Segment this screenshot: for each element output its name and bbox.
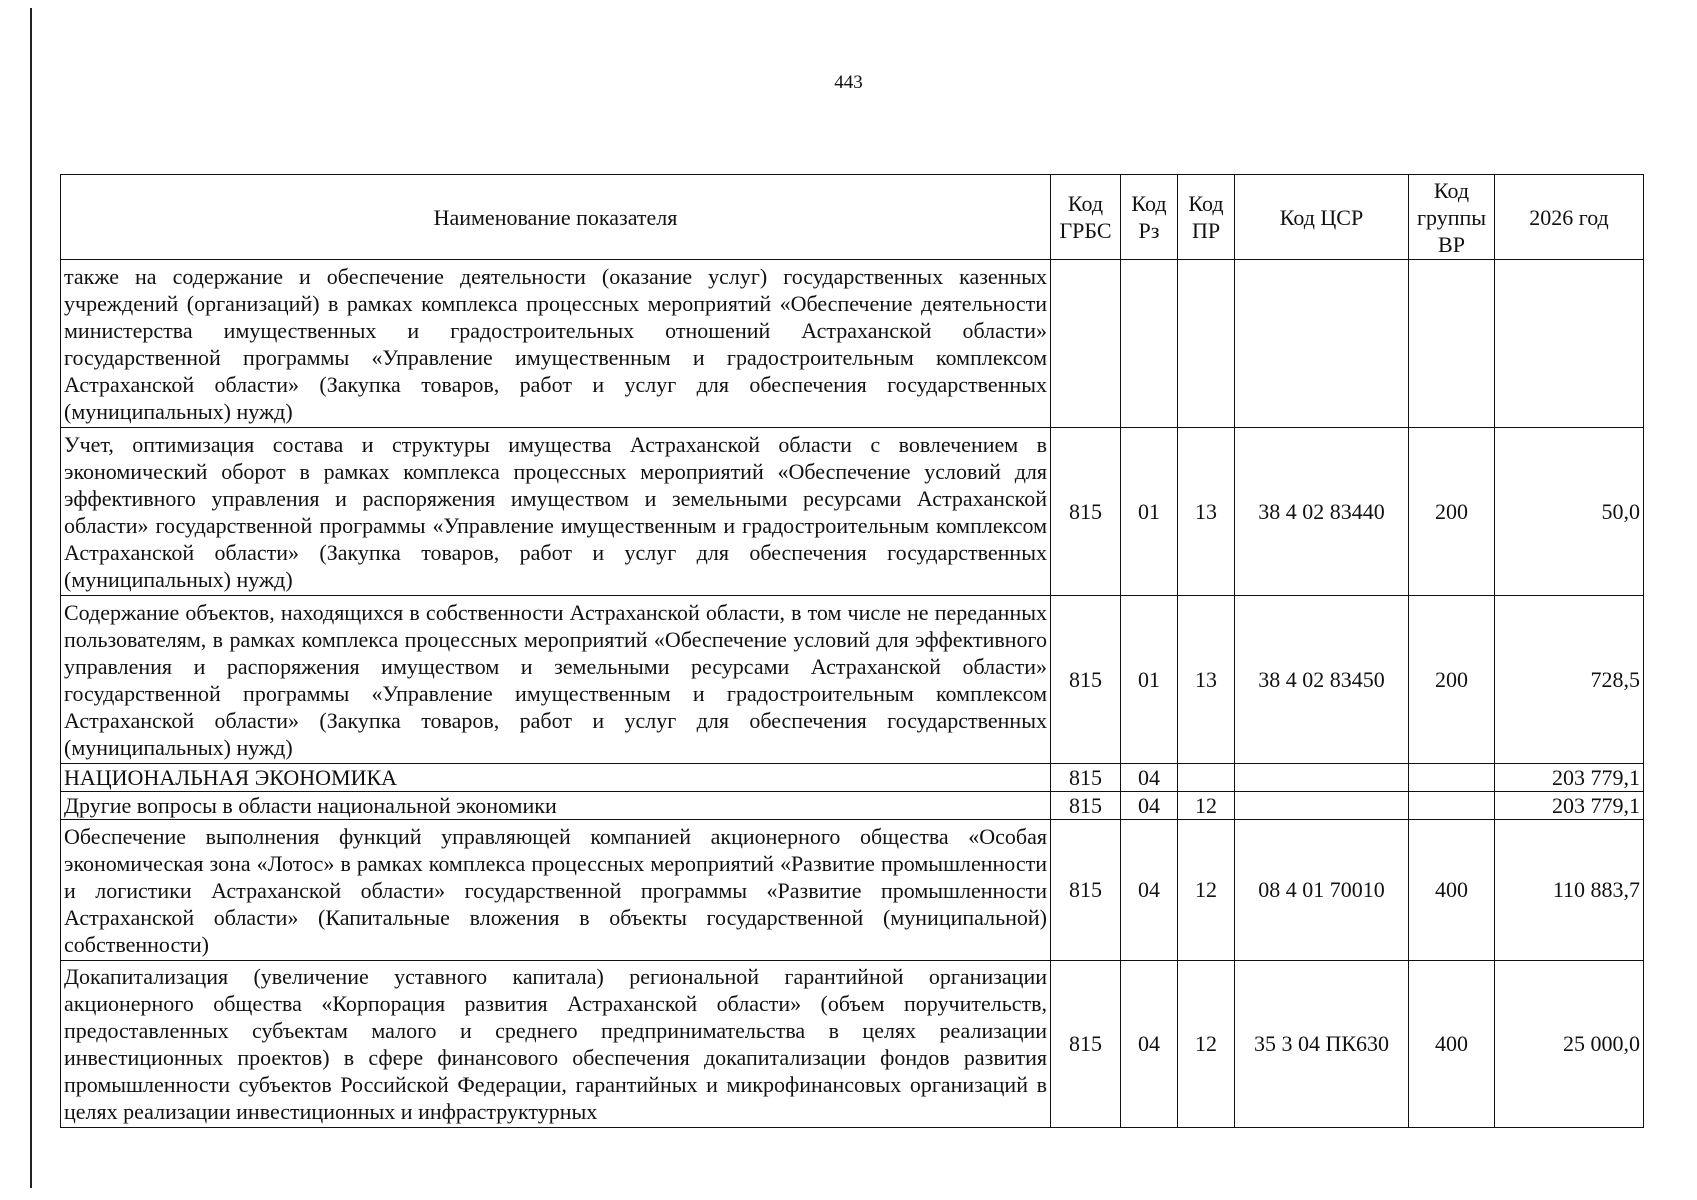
row-vr: 200 xyxy=(1409,428,1495,596)
row-name: Докапитализация (увеличение уставного капитала) региональной гарантийной организации акционерного общества «Корпорация развития Астраханской области» (объем поручительств, предоставленных субъектам малого и среднего предпринимательства в целях реализации инвестиционных проектов) в сфере финансового обеспечения докапитализации фондов развития промышленности субъектов Российской Федерации, гарантийных и микрофинансовых организаций в целях реализации инвестиционных и инфраструктурных xyxy=(61,961,1051,1128)
header-rz: Код Рз xyxy=(1121,175,1178,260)
row-pr xyxy=(1178,260,1235,428)
row-rz: 04 xyxy=(1121,764,1178,792)
row-amount: 50,0 xyxy=(1495,428,1644,596)
row-rz: 04 xyxy=(1121,961,1178,1128)
row-pr: 13 xyxy=(1178,596,1235,764)
row-name: Содержание объектов, находящихся в собственности Астраханской области, в том числе не переданных пользователям, в рамках комплекса процессных мероприятий «Обеспечение условий для эффективного управления и распоряжения имуществом и земельными ресурсами Астраханской области» государственной программы «Управление имущественным и градостроительным комплексом Астраханской области» (Закупка товаров, работ и услуг для обеспечения государственных (муниципальных) нужд) xyxy=(61,596,1051,764)
row-grbs: 815 xyxy=(1051,792,1121,820)
row-amount: 25 000,0 xyxy=(1495,961,1644,1128)
row-vr: 400 xyxy=(1409,820,1495,961)
row-csr: 08 4 01 70010 xyxy=(1235,820,1409,961)
table-row xyxy=(61,428,1644,596)
row-csr xyxy=(1235,792,1409,820)
row-rz: 04 xyxy=(1121,820,1178,961)
row-pr: 12 xyxy=(1178,820,1235,961)
table-row xyxy=(61,961,1644,1128)
header-name: Наименование показателя xyxy=(61,175,1051,260)
row-vr xyxy=(1409,764,1495,792)
row-rz: 01 xyxy=(1121,428,1178,596)
row-amount xyxy=(1495,260,1644,428)
row-name: Учет, оптимизация состава и структуры имущества Астраханской области с вовлечением в экономический оборот в рамках комплекса процессных мероприятий «Обеспечение условий для эффективного управления и распоряжения имуществом и земельными ресурсами Астраханской области» государственной программы «Управление имущественным и градостроительным комплексом Астраханской области» (Закупка товаров, работ и услуг для обеспечения государственных (муниципальных) нужд) xyxy=(61,428,1051,596)
row-amount: 203 779,1 xyxy=(1495,792,1644,820)
row-rz xyxy=(1121,260,1178,428)
row-rz: 04 xyxy=(1121,792,1178,820)
row-vr xyxy=(1409,792,1495,820)
table-header-row xyxy=(61,175,1644,260)
row-vr: 400 xyxy=(1409,961,1495,1128)
row-csr xyxy=(1235,260,1409,428)
table-row xyxy=(61,764,1644,792)
row-grbs: 815 xyxy=(1051,961,1121,1128)
row-vr xyxy=(1409,260,1495,428)
row-amount: 728,5 xyxy=(1495,596,1644,764)
row-csr xyxy=(1235,764,1409,792)
row-name: Обеспечение выполнения функций управляющей компанией акционерного общества «Особая экономическая зона «Лотос» в рамках комплекса процессных мероприятий «Развитие промышленности и логистики Астраханской области» государственной программы «Развитие промышленности Астраханской области» (Капитальные вложения в объекты государственной (муниципальной) собственности) xyxy=(61,820,1051,961)
row-name: также на содержание и обеспечение деятельности (оказание услуг) государственных казенных учреждений (организаций) в рамках комплекса процессных мероприятий «Обеспечение деятельности министерства имущественных и градостроительных отношений Астраханской области» государственной программы «Управление имущественным и градостроительным комплексом Астраханской области» (Закупка товаров, работ и услуг для обеспечения государственных (муниципальных) нужд) xyxy=(61,260,1051,428)
row-name: Другие вопросы в области национальной экономики xyxy=(61,792,1051,820)
row-grbs xyxy=(1051,260,1121,428)
row-rz: 01 xyxy=(1121,596,1178,764)
row-amount: 110 883,7 xyxy=(1495,820,1644,961)
header-csr: Код ЦСР xyxy=(1235,175,1409,260)
table-row xyxy=(61,820,1644,961)
header-year: 2026 год xyxy=(1495,175,1644,260)
header-vr: Код группы ВР xyxy=(1409,175,1495,260)
row-csr: 35 3 04 ПК630 xyxy=(1235,961,1409,1128)
table-row xyxy=(61,792,1644,820)
row-vr: 200 xyxy=(1409,596,1495,764)
table-row xyxy=(61,260,1644,428)
budget-table xyxy=(60,174,1644,1128)
row-amount: 203 779,1 xyxy=(1495,764,1644,792)
row-pr xyxy=(1178,764,1235,792)
row-grbs: 815 xyxy=(1051,820,1121,961)
row-pr: 12 xyxy=(1178,792,1235,820)
row-pr: 13 xyxy=(1178,428,1235,596)
row-csr: 38 4 02 83450 xyxy=(1235,596,1409,764)
row-pr: 12 xyxy=(1178,961,1235,1128)
row-name: НАЦИОНАЛЬНАЯ ЭКОНОМИКА xyxy=(61,764,1051,792)
header-pr: Код ПР xyxy=(1178,175,1235,260)
row-grbs: 815 xyxy=(1051,596,1121,764)
table-row xyxy=(61,596,1644,764)
row-grbs: 815 xyxy=(1051,428,1121,596)
header-grbs: Код ГРБС xyxy=(1051,175,1121,260)
row-csr: 38 4 02 83440 xyxy=(1235,428,1409,596)
page-number: 443 xyxy=(834,72,863,93)
row-grbs: 815 xyxy=(1051,764,1121,792)
scan-edge-line xyxy=(30,8,32,1188)
